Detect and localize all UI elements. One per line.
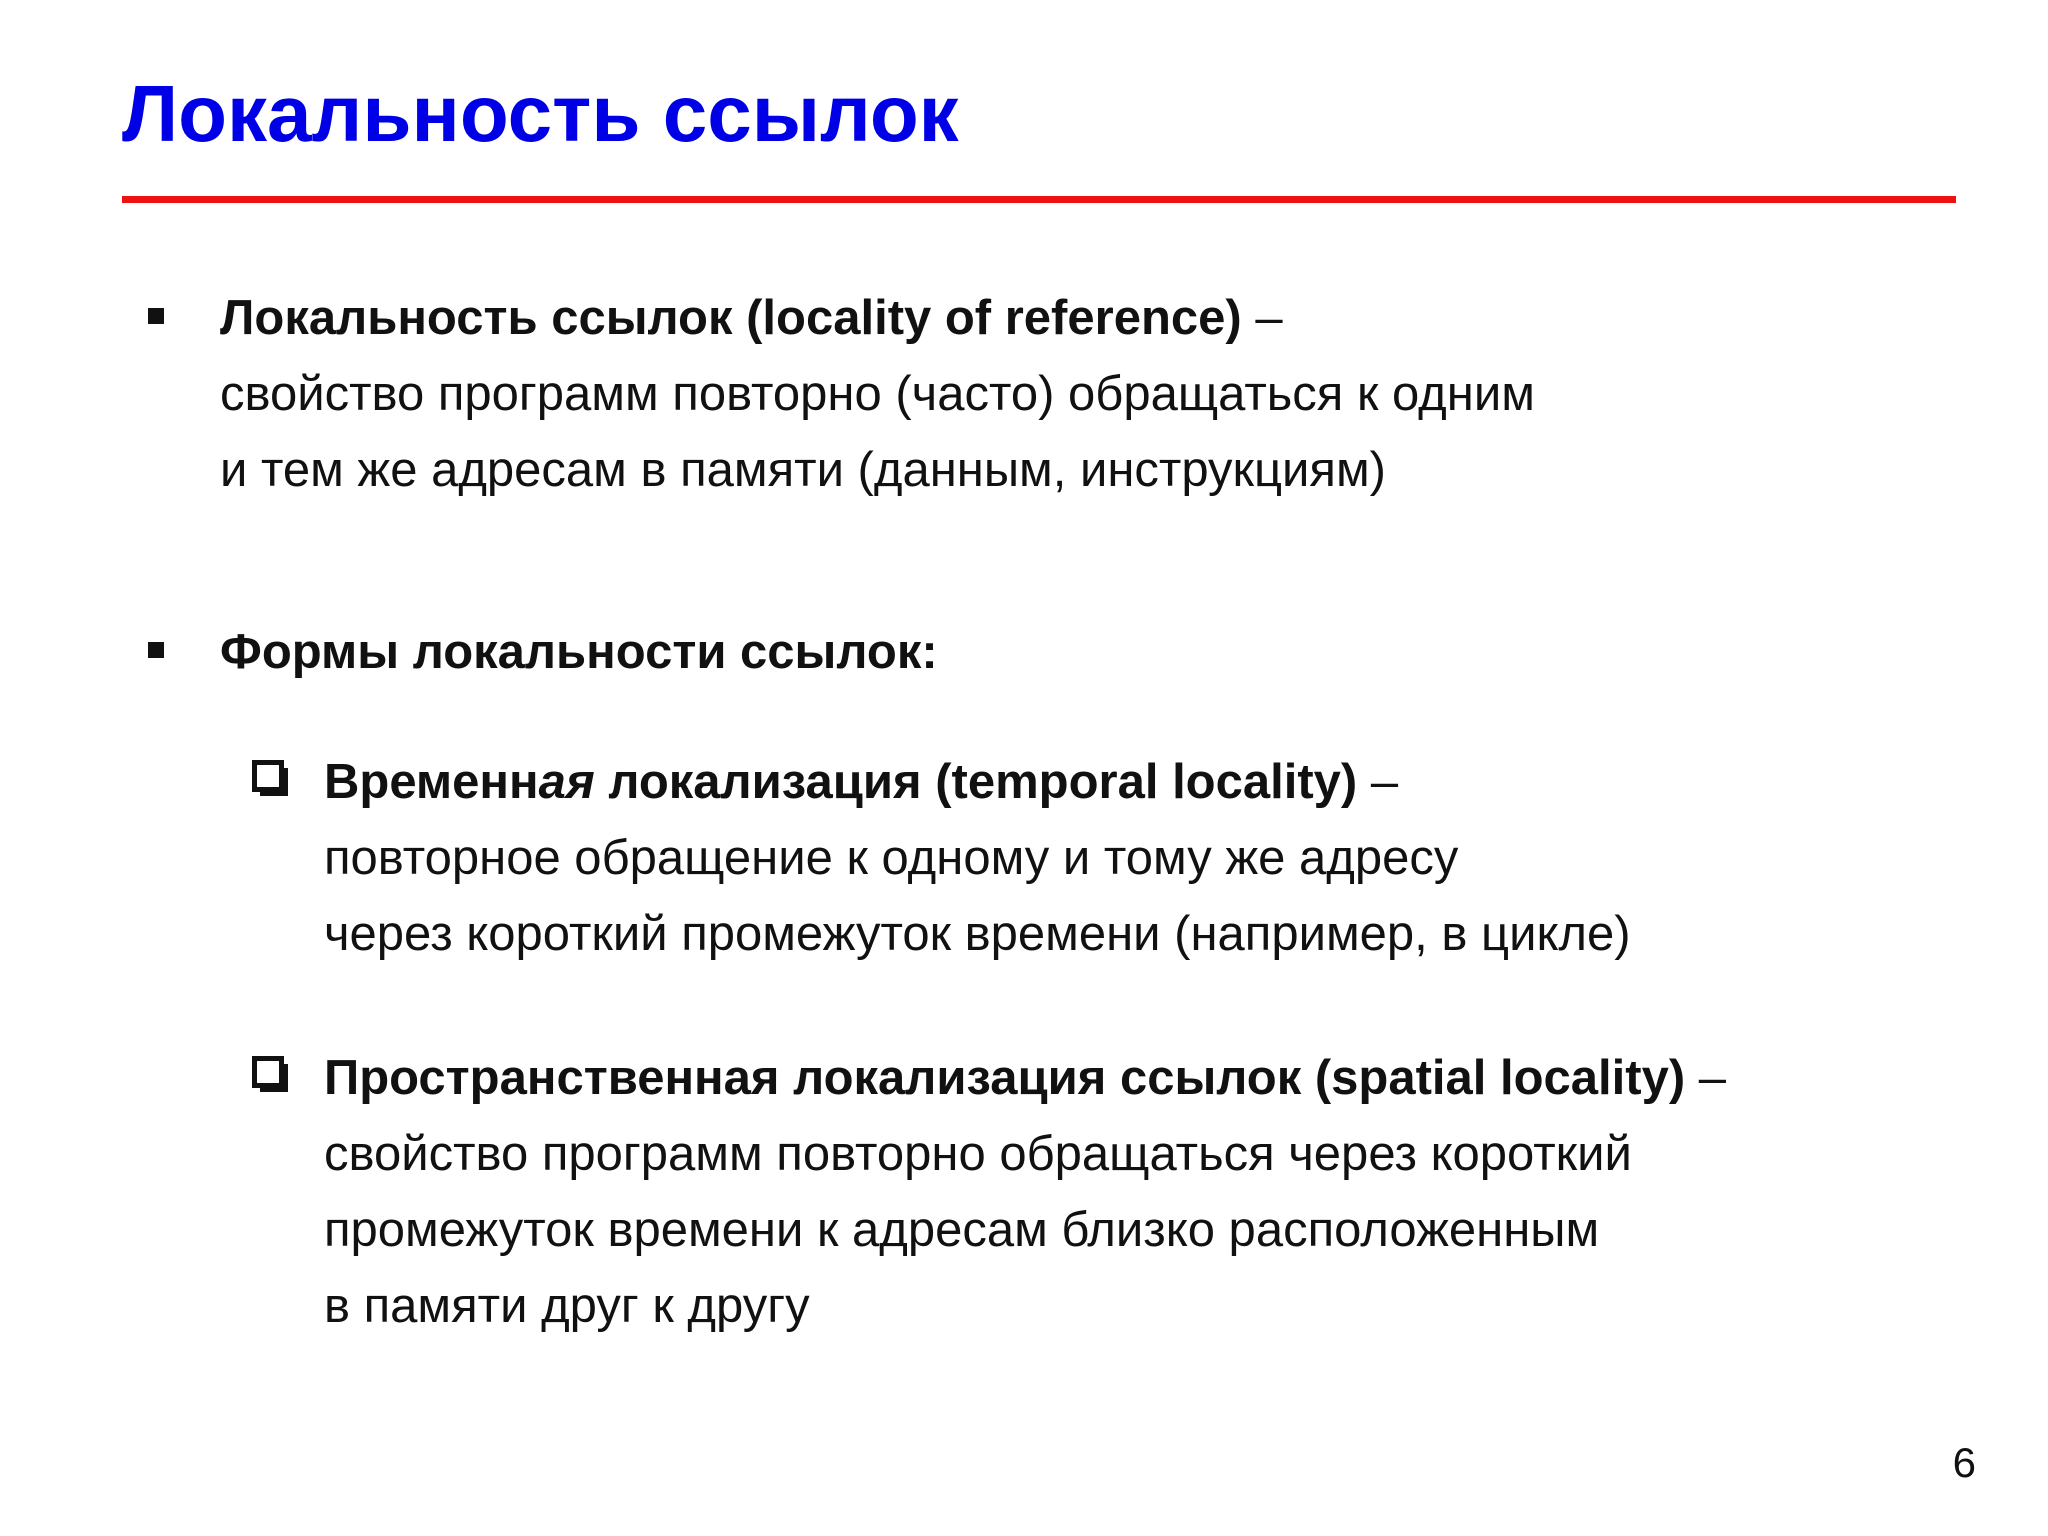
temporal-term-italic: ая (538, 755, 595, 809)
checkbox-icon (252, 1056, 288, 1092)
spatial-line-3: в памяти друг к другу (324, 1279, 810, 1333)
spatial-line-2: промежуток времени к адресам близко расположенным (324, 1203, 1600, 1257)
locality-dash: – (1241, 291, 1283, 345)
bullet-locality-definition (220, 280, 1535, 508)
title-underline (122, 196, 1956, 203)
square-bullet-icon (148, 308, 164, 324)
temporal-dash: – (1357, 755, 1399, 809)
locality-line-2: и тем же адресам в памяти (данным, инструкциям) (220, 443, 1386, 497)
temporal-line-2: через короткий промежуток времени (например, в цикле) (324, 907, 1631, 961)
spatial-line-1: свойство программ повторно обращаться через короткий (324, 1127, 1632, 1181)
square-bullet-icon (148, 642, 164, 658)
checkbox-icon (252, 760, 288, 796)
spatial-locality-item (324, 1040, 1726, 1344)
page-number: 6 (1952, 1439, 1976, 1486)
temporal-line-1: повторное обращение к одному и тому же адресу (324, 831, 1459, 885)
locality-forms-heading: Формы локальности ссылок: (220, 625, 938, 679)
spatial-term: Пространственная локализация ссылок (spatial locality) (324, 1051, 1686, 1105)
temporal-term-end: локализация (temporal locality) (594, 755, 1358, 809)
temporal-locality-item (324, 744, 1631, 972)
spatial-dash: – (1685, 1051, 1727, 1105)
locality-line-1: свойство программ повторно (часто) обращаться к одним (220, 367, 1535, 421)
temporal-term-start: Временн (324, 755, 539, 809)
slide-title: Локальность ссылок (122, 69, 959, 158)
locality-term: Локальность ссылок (locality of reference) (220, 291, 1242, 345)
